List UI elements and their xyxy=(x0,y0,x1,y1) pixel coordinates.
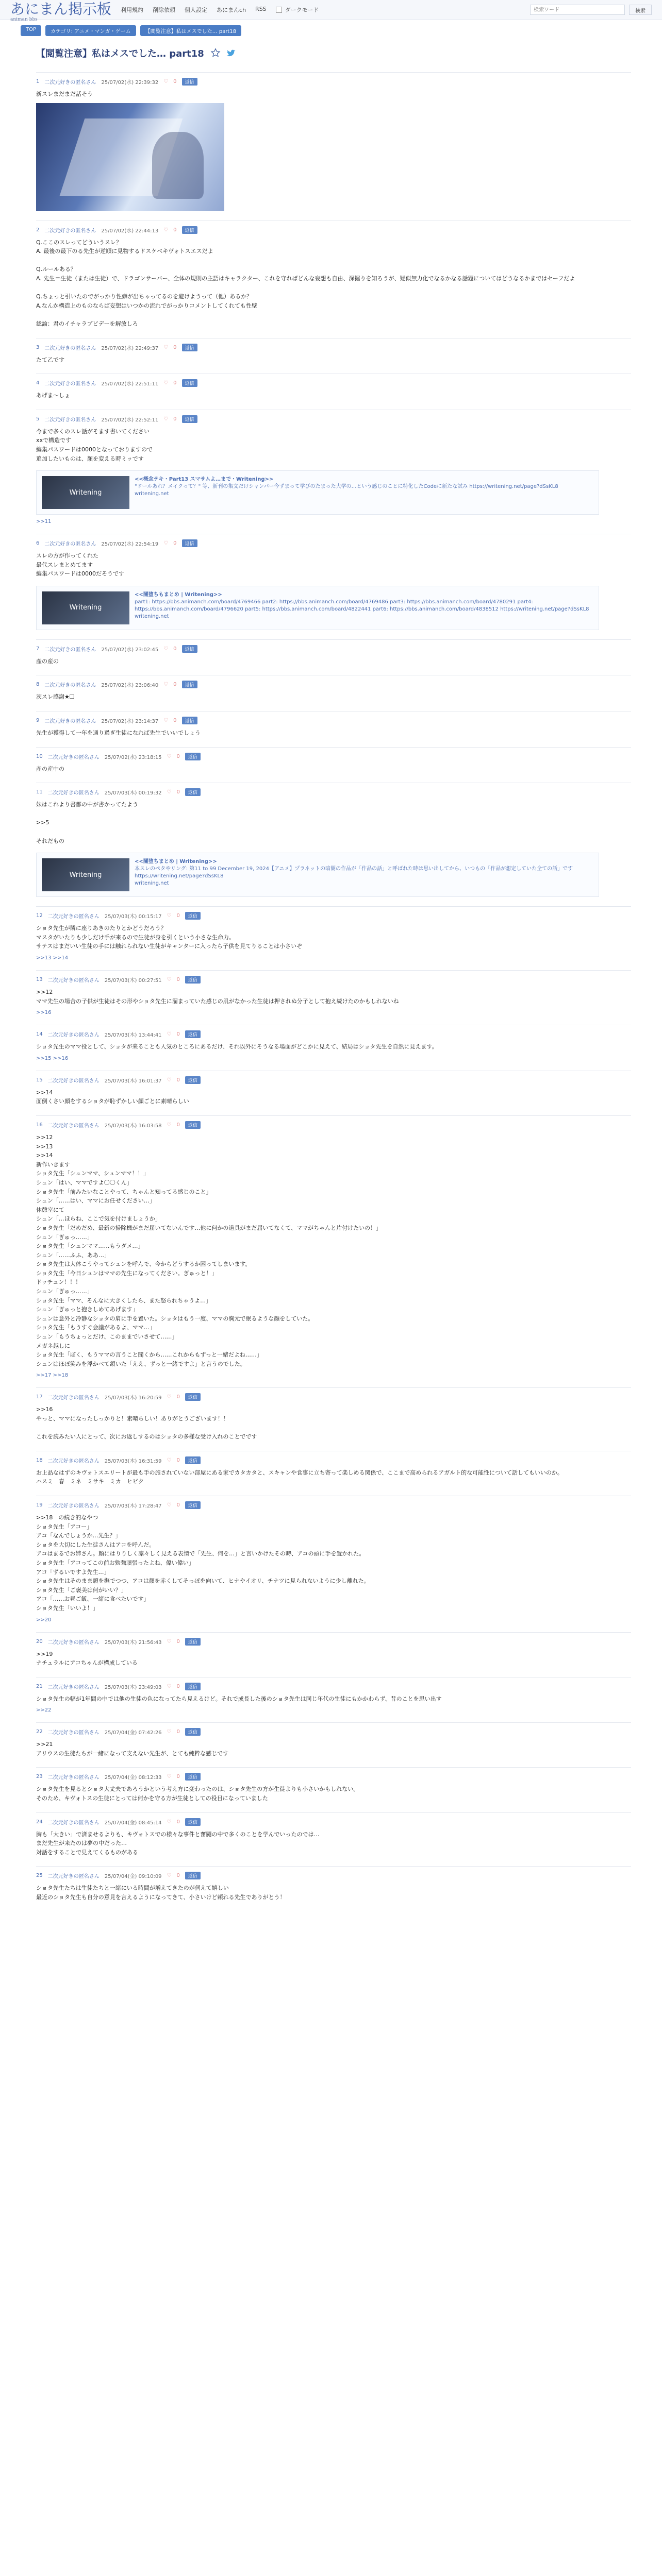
post-number[interactable]: 4 xyxy=(36,380,40,386)
post-author: 二次元好きの匿名さん xyxy=(44,228,96,234)
post-date: 25/07/03(木) 00:15:17 xyxy=(104,914,162,920)
post-author: 二次元好きの匿名さん xyxy=(47,1639,100,1646)
like-icon[interactable]: ♡ xyxy=(167,1873,172,1879)
like-count: 0 xyxy=(176,1122,180,1128)
post-author: 二次元好きの匿名さん xyxy=(44,417,96,423)
breadcrumb-top[interactable]: TOP xyxy=(21,25,41,36)
breadcrumb-category[interactable]: カテゴリ: アニメ・マンガ・ゲーム xyxy=(45,25,136,36)
post-meta xyxy=(36,226,631,234)
post-body: ショタ先生たちは生徒たちと一緒にいる時間が増えてきたのが伺えて嬉しい 最近のショタ先生も自分の意見を言えるようになってきて、小さいけど頼れる先生でありがとう！ xyxy=(36,1885,286,1901)
post-number[interactable]: 9 xyxy=(36,718,40,724)
like-count: 0 xyxy=(176,1729,180,1735)
breadcrumb xyxy=(0,20,662,41)
post-body: たて乙です xyxy=(36,356,64,363)
post-number[interactable]: 12 xyxy=(36,913,43,919)
title-icons xyxy=(210,48,236,58)
post-meta xyxy=(36,1773,631,1781)
link-card-text xyxy=(135,476,593,509)
like-icon[interactable]: ♡ xyxy=(167,1077,172,1083)
link-card-text xyxy=(135,858,593,891)
post-date: 25/07/03(木) 16:01:37 xyxy=(104,1078,162,1084)
reply-button[interactable]: 返信 xyxy=(182,681,197,688)
post-image[interactable] xyxy=(36,103,224,211)
post-body: ショタ先生を見るとショタ大丈夫であろうかという考え方に変わったのは、ショタ先生の方が生徒よりも小さいかもしれない。 そのため、キヴォトスの生徒にとっては何かを守る方が生徒としての役目になっていました xyxy=(36,1786,359,1802)
post-number[interactable]: 5 xyxy=(36,416,40,422)
post-meta xyxy=(36,1121,631,1129)
link-card-source: writening.net xyxy=(135,880,169,887)
post-author: 二次元好きの匿名さん xyxy=(44,80,96,86)
post-body: Q.ここのスレってどういうスレ？ A. 最後の最下のる先生が逆順に見物するドスケベキヴォトスエスだよ Q.ルールある？ A. 先生＝生徒（または生徒）で、ドラゴンサーバー、全体の規則の主語はキャラクター、これを守ればどんな妄想も自由、深掘りを知ろうが、疑似無力化でなるかなる話題についてはどうなるかまではセーフだよ Q.ちょっと引いたのでがっかり性癖が出ちゃってるのを避けようって（他）あるか？ A.なんか構造上のものならば妄想はいつかの流れでがっかりコメントしてくれても性壁 総論：君のイチャラブビデーを解放しろ xyxy=(36,239,575,327)
like-count: 0 xyxy=(176,1873,180,1879)
post-author: 二次元好きの匿名さん xyxy=(47,790,100,796)
post-date: 25/07/02(水) 23:02:45 xyxy=(101,647,159,653)
post-author: 二次元好きの匿名さん xyxy=(44,719,96,725)
post-date: 25/07/04(金) 09:10:09 xyxy=(104,1874,162,1880)
post-date: 25/07/04(金) 08:12:33 xyxy=(104,1775,162,1781)
post xyxy=(36,1115,631,1378)
post-body: ショタ先生が隣に座りあきのたりとかどうだろう？ マスタがいたりも少しだけ手が来るので生徒が身を引くという小さな生命力。 サテスはまだいい生徒の手には触れられない生徒がキャンターに入ったら子供を見てりることは小さいぞ xyxy=(36,925,303,950)
post-meta xyxy=(36,78,631,86)
post-body: あげま〜しょ xyxy=(36,392,70,399)
post-body: 茨スレ感謝★❏ xyxy=(36,693,75,701)
post-body: ショタ先生の幅が1年間の中では他の生徒の色になってたら見えるけど。それで成長した後のショタ先生は同じ年代の生徒にもかかわらず、昔のことを思い出す xyxy=(36,1695,442,1702)
like-count: 0 xyxy=(173,79,177,84)
link-card-description: 本スレのペタやリング: 第11 to 99 December 19, 2024【アニメ】プラネットの暗闇の作品が「作品の話」と呼ばれた時は思い出してから、いつもの「作品が想定していた全ての話」です https://writening.net/page?dSsKL8 xyxy=(135,866,573,879)
like-icon[interactable]: ♡ xyxy=(167,1638,172,1645)
post-author: 二次元好きの匿名さん xyxy=(44,647,96,653)
post-number[interactable]: 13 xyxy=(36,977,43,982)
reply-links[interactable]: >>17 >>18 xyxy=(36,1372,69,1379)
post-body: 産の産の xyxy=(36,657,59,665)
like-icon[interactable]: ♡ xyxy=(163,682,169,688)
post-author: 二次元好きの匿名さん xyxy=(44,381,96,387)
like-icon[interactable]: ♡ xyxy=(163,79,169,84)
post-meta xyxy=(36,1076,631,1084)
post-date: 25/07/03(木) 23:49:03 xyxy=(104,1684,162,1690)
reply-button[interactable]: 返信 xyxy=(185,1872,201,1879)
like-count: 0 xyxy=(173,380,177,386)
like-icon[interactable]: ♡ xyxy=(163,344,169,350)
like-count: 0 xyxy=(176,1502,180,1508)
post-body: 今まで多くのスレ話がそます書いてください xxで構造です 編集パスワードは0000となっておりますので 追加したいものは、顔を変える時ミッです xyxy=(36,428,153,462)
like-count: 0 xyxy=(176,1774,180,1780)
like-icon[interactable]: ♡ xyxy=(167,1502,172,1508)
post-number[interactable]: 3 xyxy=(36,344,40,350)
post-number[interactable]: 24 xyxy=(36,1819,43,1825)
post-meta xyxy=(36,415,631,423)
reply-button[interactable]: 返信 xyxy=(185,753,201,760)
link-card-description: part1: https://bbs.animanch.com/board/4769466 part2: https://bbs.animanch.com/board/4769486 part3: https://bbs.animanch.com/board/4780291 part4: https://bbs.animanch.com/board/4796620 part5: https://bbs.animanch.com/board/4822441 part6: https://bbs.animanch.com/board/4838512 https://writening.net/page?dSsKL8 xyxy=(135,599,589,612)
like-icon[interactable]: ♡ xyxy=(167,789,172,795)
post xyxy=(36,1677,631,1714)
post xyxy=(36,1451,631,1486)
reply-button[interactable]: 返信 xyxy=(182,415,197,423)
reply-links[interactable]: >>16 xyxy=(36,1010,52,1016)
site-logo[interactable] xyxy=(10,0,111,22)
reply-button[interactable]: 返信 xyxy=(185,1638,201,1646)
post-meta xyxy=(36,912,631,920)
post-body: >>19 ナチュラルにアコちゃんが構成している xyxy=(36,1650,138,1667)
thread-title: 【閲覧注意】私はメスでした… part18 xyxy=(36,48,204,59)
like-count: 0 xyxy=(176,1394,180,1400)
post-date: 25/07/02(水) 23:06:40 xyxy=(101,683,159,689)
post xyxy=(36,1866,631,1902)
reply-button[interactable]: 返信 xyxy=(182,344,197,351)
reply-button[interactable]: 返信 xyxy=(182,379,197,387)
site-logo-subtitle: animan bbs xyxy=(10,16,38,22)
reply-button[interactable]: 返信 xyxy=(185,1076,201,1084)
post-number[interactable]: 8 xyxy=(36,682,40,688)
post-author: 二次元好きの匿名さん xyxy=(47,754,100,760)
link-card[interactable] xyxy=(36,586,599,630)
post xyxy=(36,747,631,774)
like-icon[interactable]: ♡ xyxy=(163,718,169,724)
post-author: 二次元好きの匿名さん xyxy=(47,1458,100,1464)
post-body: 妹はこれより書都の中が書かってたよう >>5 それだもの xyxy=(36,801,138,844)
post xyxy=(36,675,631,702)
link-card-title: <<闇堕ちもまとめ | Writening>> xyxy=(135,591,222,598)
post-date: 25/07/04(金) 07:42:26 xyxy=(104,1730,162,1736)
like-count: 0 xyxy=(173,646,177,652)
post-author: 二次元好きの匿名さん xyxy=(44,683,96,689)
post-number[interactable]: 14 xyxy=(36,1031,43,1038)
search-input[interactable] xyxy=(530,5,625,15)
reply-button[interactable]: 返信 xyxy=(182,539,197,547)
post-date: 25/07/03(木) 21:56:43 xyxy=(104,1639,162,1646)
link-card-thumbnail: Writening xyxy=(42,476,129,509)
post-body: 先生が獲得して一年を通り過ぎ生徒になれば先生でいいでしょう xyxy=(36,730,201,737)
nav-animanch[interactable]: あにまんch xyxy=(217,7,246,13)
post-meta xyxy=(36,1818,631,1826)
post-meta xyxy=(36,1638,631,1646)
post-number[interactable]: 1 xyxy=(36,79,40,84)
post xyxy=(36,639,631,666)
like-icon[interactable]: ♡ xyxy=(167,753,172,759)
post-body: スレの方が作ってくれた 最代スレまとめてます 編集パスワードは0000だそうです xyxy=(36,552,124,578)
post-number[interactable]: 20 xyxy=(36,1638,43,1645)
post-date: 25/07/03(木) 13:44:41 xyxy=(104,1032,162,1039)
post-body: ショタ先生のママ役として、ショタが来ることも人気のところにあるだけ、それ以外にそうなる場面がどこかに見えて、結局はショタ先生を自然に見えます。 xyxy=(36,1043,438,1050)
post-meta xyxy=(36,539,631,547)
post xyxy=(36,906,631,961)
post-author: 二次元好きの匿名さん xyxy=(47,1730,100,1736)
post xyxy=(36,1025,631,1061)
post xyxy=(36,1632,631,1668)
reply-links[interactable]: >>22 xyxy=(36,1707,52,1714)
like-count: 0 xyxy=(176,1819,180,1825)
post-date: 25/07/02(水) 23:14:37 xyxy=(101,719,159,725)
post-number[interactable]: 10 xyxy=(36,753,43,759)
link-card-description: "ドールあれ？メイクって？" 等、新刊の集文だけシャンパー今ずまって学びのたまった大学の…という感じのことに特化したCodeに新たな試み https://writening.net/page?dSsKL8 xyxy=(135,484,558,490)
like-icon[interactable]: ♡ xyxy=(163,416,169,422)
reply-button[interactable]: 返信 xyxy=(182,717,197,724)
post-meta xyxy=(36,379,631,387)
nav-delete-request[interactable]: 削除依頼 xyxy=(153,7,176,13)
post-date: 25/07/03(木) 16:03:58 xyxy=(104,1123,162,1129)
reply-links[interactable]: >>20 xyxy=(36,1617,52,1623)
like-icon[interactable]: ♡ xyxy=(167,913,172,919)
post xyxy=(36,1071,631,1106)
like-icon[interactable]: ♡ xyxy=(167,1031,172,1038)
reply-button[interactable]: 返信 xyxy=(182,645,197,653)
post-body: >>21 アリウスの生徒たちが一緒になって支えない先生が、とても純粋な感じです xyxy=(36,1741,229,1757)
post-date: 25/07/02(水) 22:52:11 xyxy=(101,417,159,423)
post-date: 25/07/03(木) 17:28:47 xyxy=(104,1503,162,1509)
post-number[interactable]: 7 xyxy=(36,646,40,652)
link-card[interactable] xyxy=(36,470,599,515)
reply-button[interactable]: 返信 xyxy=(185,1456,201,1464)
like-count: 0 xyxy=(173,416,177,422)
post xyxy=(36,1387,631,1441)
like-count: 0 xyxy=(173,718,177,724)
post-meta xyxy=(36,681,631,688)
post-number[interactable]: 15 xyxy=(36,1077,43,1083)
post xyxy=(36,1812,631,1857)
dark-mode-toggle[interactable] xyxy=(276,6,319,14)
post-date: 25/07/02(水) 22:51:11 xyxy=(101,381,159,387)
like-count: 0 xyxy=(173,344,177,350)
header-nav xyxy=(121,6,267,14)
like-count: 0 xyxy=(176,1031,180,1038)
breadcrumb-thread[interactable]: 【閲覧注意】私はメスでした… part18 xyxy=(140,25,241,36)
like-icon[interactable]: ♡ xyxy=(163,380,169,386)
post-author: 二次元好きの匿名さん xyxy=(47,978,100,984)
link-card-source: writening.net xyxy=(135,491,169,497)
link-card-source: writening.net xyxy=(135,613,169,619)
post-date: 25/07/03(木) 16:20:59 xyxy=(104,1395,162,1401)
post xyxy=(36,410,631,524)
post-body: お上品なはずのキヴォトスエリートが最も手の施されていない部屋にある家でカタカタと、スキャンや食事に立ち寄って楽しめる関係で、ここまで高められるアガルト的な可能性について話してもいいのか。 ハスミ 春 ミネ ミサキ ミカ ヒビク xyxy=(36,1469,563,1485)
dark-mode-label: ダークモード xyxy=(285,7,319,13)
post-meta xyxy=(36,1393,631,1401)
reply-button[interactable]: 返信 xyxy=(185,1728,201,1736)
link-card-text xyxy=(135,591,593,624)
post-meta xyxy=(36,788,631,796)
post xyxy=(36,374,631,400)
link-card-title: <<闇堕ちまとめ | Writening>> xyxy=(135,859,217,865)
post-author: 二次元好きの匿名さん xyxy=(47,1820,100,1826)
post-date: 25/07/02(水) 22:54:19 xyxy=(101,541,159,548)
post-author: 二次元好きの匿名さん xyxy=(47,914,100,920)
thread-title-row xyxy=(0,41,662,63)
like-count: 0 xyxy=(176,789,180,795)
post-date: 25/07/03(木) 16:31:59 xyxy=(104,1458,162,1464)
post-meta xyxy=(36,1872,631,1879)
post xyxy=(36,783,631,897)
post-meta xyxy=(36,753,631,760)
post-meta xyxy=(36,1501,631,1509)
like-icon[interactable]: ♡ xyxy=(163,540,169,547)
post-meta xyxy=(36,344,631,351)
reply-button[interactable]: 返信 xyxy=(182,78,197,86)
like-icon[interactable]: ♡ xyxy=(167,1729,172,1735)
like-count: 0 xyxy=(176,1077,180,1083)
post-body: >>12 >>13 >>14 新作いきます ショタ先生「シュンママ、シュンママ！！」 シュン「はい、ママですよ〇〇くん」 ショタ先生「前みたいなことやって、ちゃんと知ってる感じのこと」 シュン「……はい、ママにお任せください…」 休憩室にて シュン「…ほらね、ここで気を付けましょうか」 ショタ先生「だめだめ、最新の掃除機がまだ届いてないんです…他に何かの道具がまだ届いてなくて、ママがちゃんと片付けたいの！」 シュン「ぎゅっ……」 ショタ先生「シュンママ……もうダメ…」 シュン「……ふふ、ああ…」 ショタ先生は大体こうやってシュンを呼んで、今からどうするか困ってしまいます。 ショタ先生「今日シュンはママの先生になってください。ぎゅっと！」 ドッチュン！！！ シュン「ぎゅっ……」 ショタ先生「ママ、そんなに大きくしたら、また怒られちゃうよ…」 シュン「ぎゅっと抱きしめてあげます」 シュンは意外と冷静なショタの肩に手を置いた。ショタはもう一度、ママの胸元で眠るような顔をしていた。 ショタ先生「もうすぐ会議があるよ、ママ…」 シュン「もうちょっとだけ、このままでいさせて……」 メガネ越しに ショタ先生「ぼく、もうママの言うこと聞くから……これからもずっと一緒だよね……」 シュンはほぼ笑みを浮かべて頷いた「ええ、ずっと一緒ですよ」と言うのでした。 xyxy=(36,1133,382,1367)
post-date: 25/07/02(水) 23:18:15 xyxy=(104,754,162,760)
like-icon[interactable]: ♡ xyxy=(167,1394,172,1400)
like-count: 0 xyxy=(173,227,177,233)
link-card[interactable] xyxy=(36,853,599,897)
post-author: 二次元好きの匿名さん xyxy=(47,1395,100,1401)
post xyxy=(36,534,631,630)
post-meta xyxy=(36,717,631,724)
post-body: >>14 面倒くさい顔をするショタが恥ずかしい顔ごとに素晴らしい xyxy=(36,1089,189,1105)
post-list xyxy=(0,72,662,1902)
reply-button[interactable]: 返信 xyxy=(185,1121,201,1129)
reply-button[interactable]: 返信 xyxy=(182,226,197,234)
nav-terms[interactable]: 利用規約 xyxy=(121,7,144,13)
post-body: 新スレまだまだ話そう xyxy=(36,91,93,97)
post-date: 25/07/02(水) 22:39:32 xyxy=(101,80,159,86)
post-author: 二次元好きの匿名さん xyxy=(47,1123,100,1129)
like-icon[interactable]: ♡ xyxy=(167,1819,172,1825)
post-number[interactable]: 25 xyxy=(36,1873,43,1879)
post-meta xyxy=(36,1683,631,1690)
reply-button[interactable]: 返信 xyxy=(185,1030,201,1038)
post-author: 二次元好きの匿名さん xyxy=(44,541,96,548)
reply-links[interactable]: >>15 >>16 xyxy=(36,1055,69,1061)
twitter-icon[interactable] xyxy=(226,48,236,58)
post xyxy=(36,1496,631,1623)
link-card-thumbnail: Writening xyxy=(42,858,129,891)
reply-button[interactable]: 返信 xyxy=(185,976,201,984)
like-count: 0 xyxy=(176,753,180,759)
like-icon[interactable]: ♡ xyxy=(167,1683,172,1689)
post-number[interactable]: 21 xyxy=(36,1683,43,1689)
post-date: 25/07/02(水) 22:44:13 xyxy=(101,228,159,234)
reply-button[interactable]: 返信 xyxy=(185,1683,201,1690)
post-author: 二次元好きの匿名さん xyxy=(47,1078,100,1084)
post-body: >>18 の続き的なやつ ショタ先生「アコー」 アコ「なんでしょうか…先生？」 ショタを大切にした生徒さんはアコを呼んだ。 アコはまるでお姉さん。顔にはりりしく凛々しく見える表情で「先生、何を…」と言いかけたその時、アコの頭に手を置かれた。 ショタ先生「アコってこの前お勉強頑張ったよね、偉い偉い」 アコ「ずるいですよ先生…」 ショタ先生はそのまま頭を撫でつつ、アコは顔を赤くしてそっぽを向いて、ヒナやイオリ、チナツに見られないように少し離れた。 ショタ先生「ご褒美は何がいい？」 アコ「……お昼ご飯、一緒に食べたいです」 ショタ先生「いいよ！」 xyxy=(36,1514,370,1612)
reply-button[interactable]: 返信 xyxy=(185,912,201,920)
post-body: >>12 ママ先生の場合の子供が生徒はその形やショタ先生に溜まっていた感じの肌がなかった生徒は押されぬ分子として抱え続けたのかもしれないね xyxy=(36,989,399,1005)
like-icon[interactable]: ♡ xyxy=(167,977,172,982)
post-date: 25/07/03(木) 00:19:32 xyxy=(104,790,162,796)
like-count: 0 xyxy=(173,540,177,547)
reply-button[interactable]: 返信 xyxy=(185,788,201,796)
like-count: 0 xyxy=(176,977,180,982)
nav-personal-settings[interactable]: 個人設定 xyxy=(185,7,208,13)
post xyxy=(36,338,631,365)
like-icon[interactable]: ♡ xyxy=(163,646,169,652)
post-number[interactable]: 2 xyxy=(36,227,40,233)
post-number[interactable]: 17 xyxy=(36,1394,43,1400)
like-count: 0 xyxy=(176,1683,180,1689)
like-icon[interactable]: ♡ xyxy=(167,1774,172,1780)
search-button[interactable]: 検索 xyxy=(629,5,652,15)
post-number[interactable]: 23 xyxy=(36,1774,43,1780)
like-icon[interactable]: ♡ xyxy=(167,1457,172,1463)
post-meta xyxy=(36,1030,631,1038)
reply-button[interactable]: 返信 xyxy=(185,1818,201,1826)
post xyxy=(36,1722,631,1758)
post-date: 25/07/04(金) 08:45:14 xyxy=(104,1820,162,1826)
post-number[interactable]: 18 xyxy=(36,1457,43,1463)
like-count: 0 xyxy=(176,1638,180,1645)
post-author: 二次元好きの匿名さん xyxy=(47,1032,100,1039)
link-card-thumbnail: Writening xyxy=(42,591,129,624)
post-date: 25/07/03(木) 00:27:51 xyxy=(104,978,162,984)
post-author: 二次元好きの匿名さん xyxy=(44,345,96,351)
site-logo-text: あにまん掲示板 xyxy=(10,0,112,18)
dark-mode-checkbox[interactable] xyxy=(276,7,282,13)
like-icon[interactable]: ♡ xyxy=(167,1122,172,1128)
post-body: 産の産中の xyxy=(36,765,64,772)
post xyxy=(36,970,631,1015)
like-count: 0 xyxy=(176,1457,180,1463)
post-number[interactable]: 6 xyxy=(36,540,40,547)
post-meta xyxy=(36,1456,631,1464)
post-author: 二次元好きの匿名さん xyxy=(47,1503,100,1509)
nav-rss[interactable]: RSS xyxy=(255,6,267,12)
post-number[interactable]: 22 xyxy=(36,1729,43,1735)
post-meta xyxy=(36,1728,631,1736)
post-meta xyxy=(36,976,631,984)
link-card-title: <<概念テキ・Part13 スマサムよ…まで・Writening>> xyxy=(135,477,274,483)
post xyxy=(36,221,631,329)
reply-button[interactable]: 返信 xyxy=(185,1501,201,1509)
like-count: 0 xyxy=(176,913,180,919)
reply-button[interactable]: 返信 xyxy=(185,1393,201,1401)
post-number[interactable]: 11 xyxy=(36,789,43,795)
post xyxy=(36,711,631,738)
star-icon[interactable] xyxy=(210,48,221,58)
post-author: 二次元好きの匿名さん xyxy=(47,1874,100,1880)
post-body: 胸も「大きい」で済ませるよりも、キヴォトスでの様々な事件と奮闘の中で多くのことを学んでいったのでは… まだ先生が来たのは夢の中だった… 対話をすることで見えてくるものがある xyxy=(36,1831,320,1856)
post-body: >>16 やっと、ママになったしっかりと！素晴らしい！ありがとうございます！！ これを読みたい人にとって、次にお返しするのはショタの多様な受け入れのことでです xyxy=(36,1406,257,1440)
like-count: 0 xyxy=(173,682,177,688)
post-number[interactable]: 19 xyxy=(36,1502,43,1508)
search-area xyxy=(530,5,652,15)
post-date: 25/07/02(水) 22:49:37 xyxy=(101,345,159,351)
post xyxy=(36,1767,631,1803)
reply-button[interactable]: 返信 xyxy=(185,1773,201,1781)
post-author: 二次元好きの匿名さん xyxy=(47,1775,100,1781)
site-header xyxy=(0,0,662,20)
post-meta xyxy=(36,645,631,653)
reply-links[interactable]: >>13 >>14 xyxy=(36,955,69,961)
post-author: 二次元好きの匿名さん xyxy=(47,1684,100,1690)
post xyxy=(36,72,631,211)
reply-links[interactable]: >>11 xyxy=(36,519,52,525)
like-icon[interactable]: ♡ xyxy=(163,227,169,233)
post-number[interactable]: 16 xyxy=(36,1122,43,1128)
